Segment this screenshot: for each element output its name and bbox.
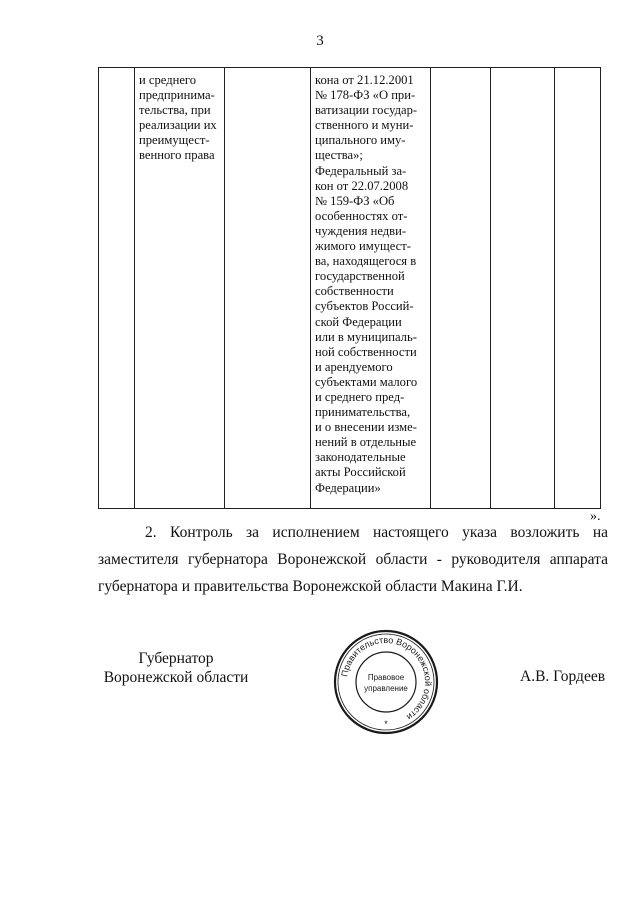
table-cell-number xyxy=(99,68,135,509)
seal-ring-text: Правительство Воронежской области xyxy=(339,634,434,723)
table-cell-empty xyxy=(491,68,555,509)
table-cell-empty xyxy=(225,68,311,509)
seal-star-icon: * xyxy=(384,719,388,729)
document-table xyxy=(98,67,601,509)
official-seal xyxy=(332,628,440,736)
signatory-region: Воронежской области xyxy=(103,669,249,686)
seal-center-line-2: управление xyxy=(364,684,408,693)
table-cell-subject xyxy=(135,68,225,509)
signatory-name: А.В. Гордеев xyxy=(520,668,606,685)
subject-text: и среднего предпринима- тельства, при реализации их преимущест- венного права xyxy=(139,73,217,163)
page-number: 3 xyxy=(316,33,324,49)
table-row xyxy=(99,68,601,509)
signatory-title xyxy=(88,649,264,687)
seal-center-ring xyxy=(356,652,416,712)
paragraph-line-2: заместителя губернатора Воронежской области - руководителя аппарата xyxy=(98,551,608,568)
paragraph-line-3: губернатора и правительства Воронежской области Макина Г.И. xyxy=(98,578,523,595)
paragraph-line-1: 2. Контроль за исполнением настоящего указа возложить на xyxy=(145,524,608,541)
seal-outer-ring xyxy=(335,631,437,733)
closing-quote: ». xyxy=(590,509,601,524)
table-cell-legal-basis xyxy=(311,68,431,509)
table-cell-empty xyxy=(555,68,601,509)
seal-center-line-1: Правовое xyxy=(367,673,405,682)
legal-basis-text: кона от 21.12.2001 № 178-ФЗ «О при- ватизации государ- ственного и муни- ципального иму- щества»; Федеральный за- кон от 22.07.2008 № 159-ФЗ «Об особенностях от- чуждения недви- жимого имущест- ва, находящегося в государственной собственности субъектов Россий- ской Федерации или в муниципаль- ной собственности и арендуемого субъектами малого и среднего пред- принимательства, и о внесении изме- нений в отдельные законодательные акты Российской Федерации» xyxy=(315,73,418,495)
signatory-position: Губернатор xyxy=(138,650,214,667)
table-cell-empty xyxy=(431,68,491,509)
seal-inner-ring xyxy=(338,634,434,730)
